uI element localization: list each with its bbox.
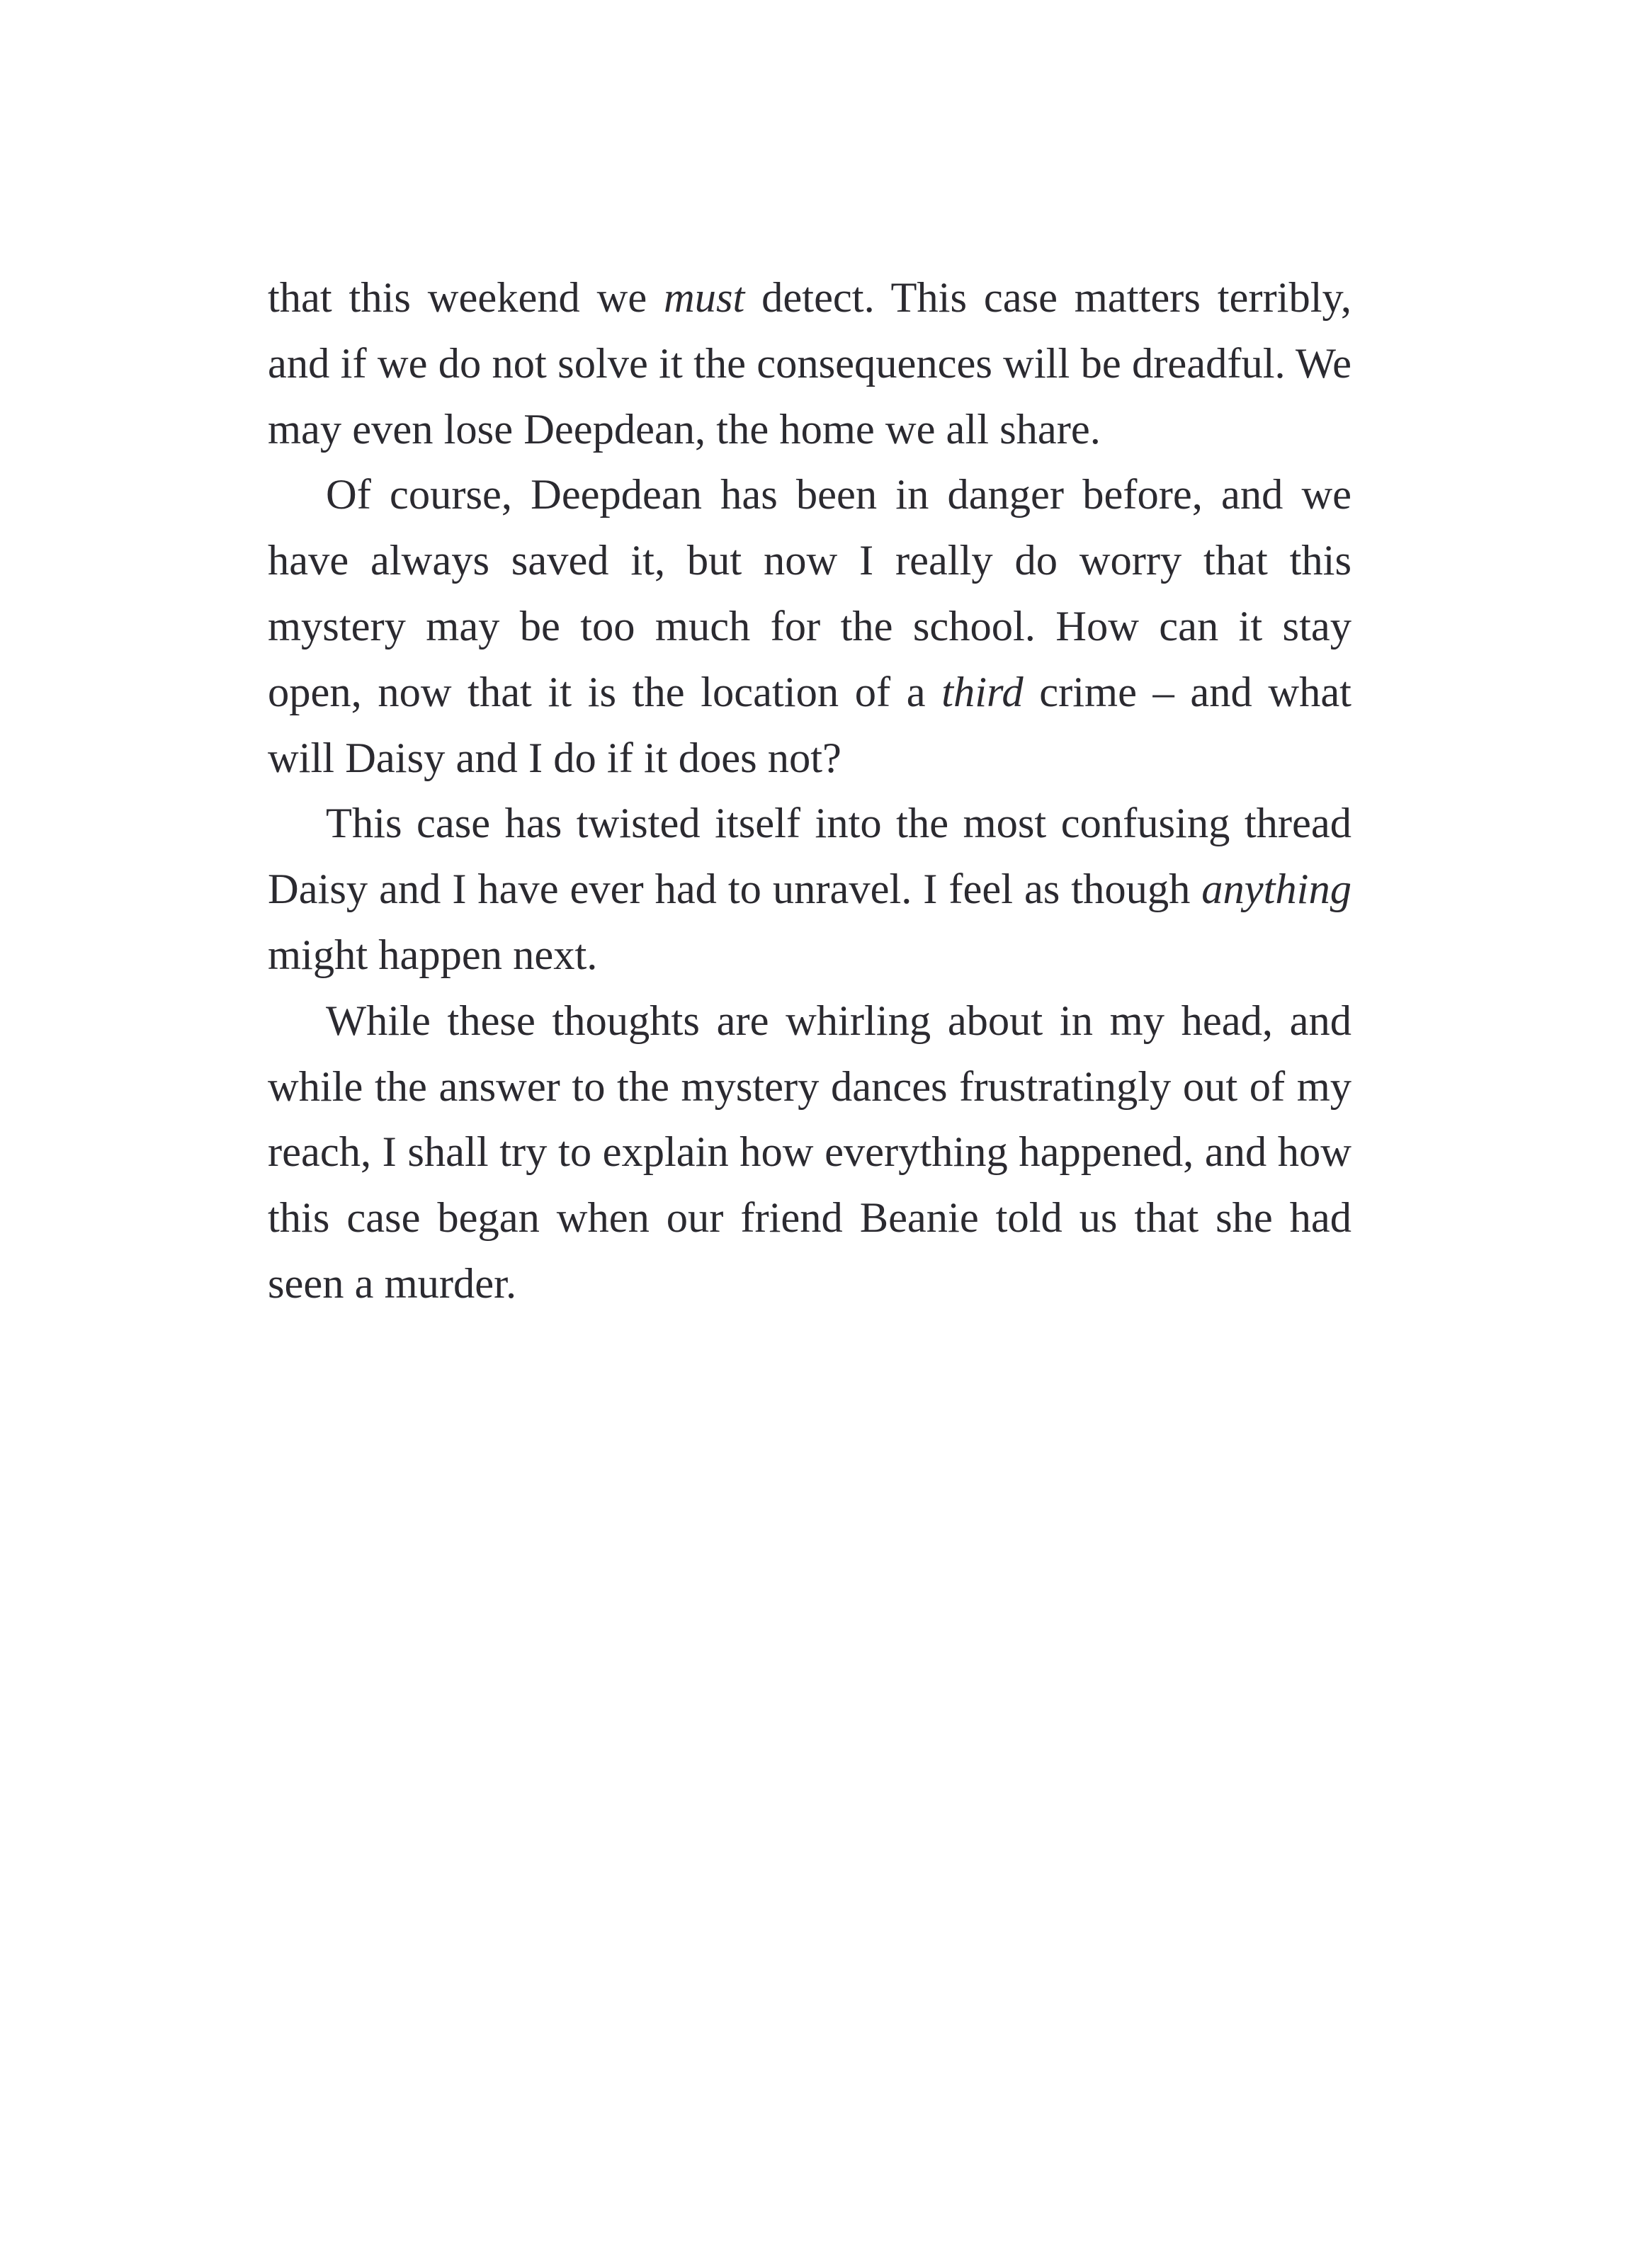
paragraph-text: might happen next. (268, 931, 598, 979)
emphasis-text: must (664, 274, 745, 322)
paragraph-text: While these thoughts are whirling about in my head, and while the answer to the mystery dances frustratingly out of my reach, I shall try to explain how everything happened, and how this case began when our friend Beanie told us that she had seen a murder. (268, 997, 1352, 1308)
paragraph-text: crime – and what will Daisy and I do if it does not? (268, 668, 1352, 782)
paragraph-text: Of course, Deepdean has been in danger before, and we have always saved it, but now I really do worry that this mystery may be too much for the school. How can it stay open, now that it is the location of a (268, 471, 1352, 716)
paragraph-2 (268, 463, 1352, 791)
emphasis-text: anything (1201, 866, 1352, 914)
paragraph-1 (268, 266, 1352, 463)
paragraph-text: that this weekend we (268, 274, 664, 322)
paragraph-text: This case has twisted itself into the most confusing thread Daisy and I have ever had to unravel. I feel as though (268, 800, 1352, 914)
emphasis-text: third (941, 668, 1024, 716)
body-text (268, 266, 1352, 1317)
paragraph-text: detect. This case matters terribly, and if we do not solve it the consequences will be dreadful. We may even lose Deepdean, the home we all share. (268, 274, 1352, 453)
paragraph-4 (268, 989, 1352, 1317)
paragraph-3 (268, 791, 1352, 988)
